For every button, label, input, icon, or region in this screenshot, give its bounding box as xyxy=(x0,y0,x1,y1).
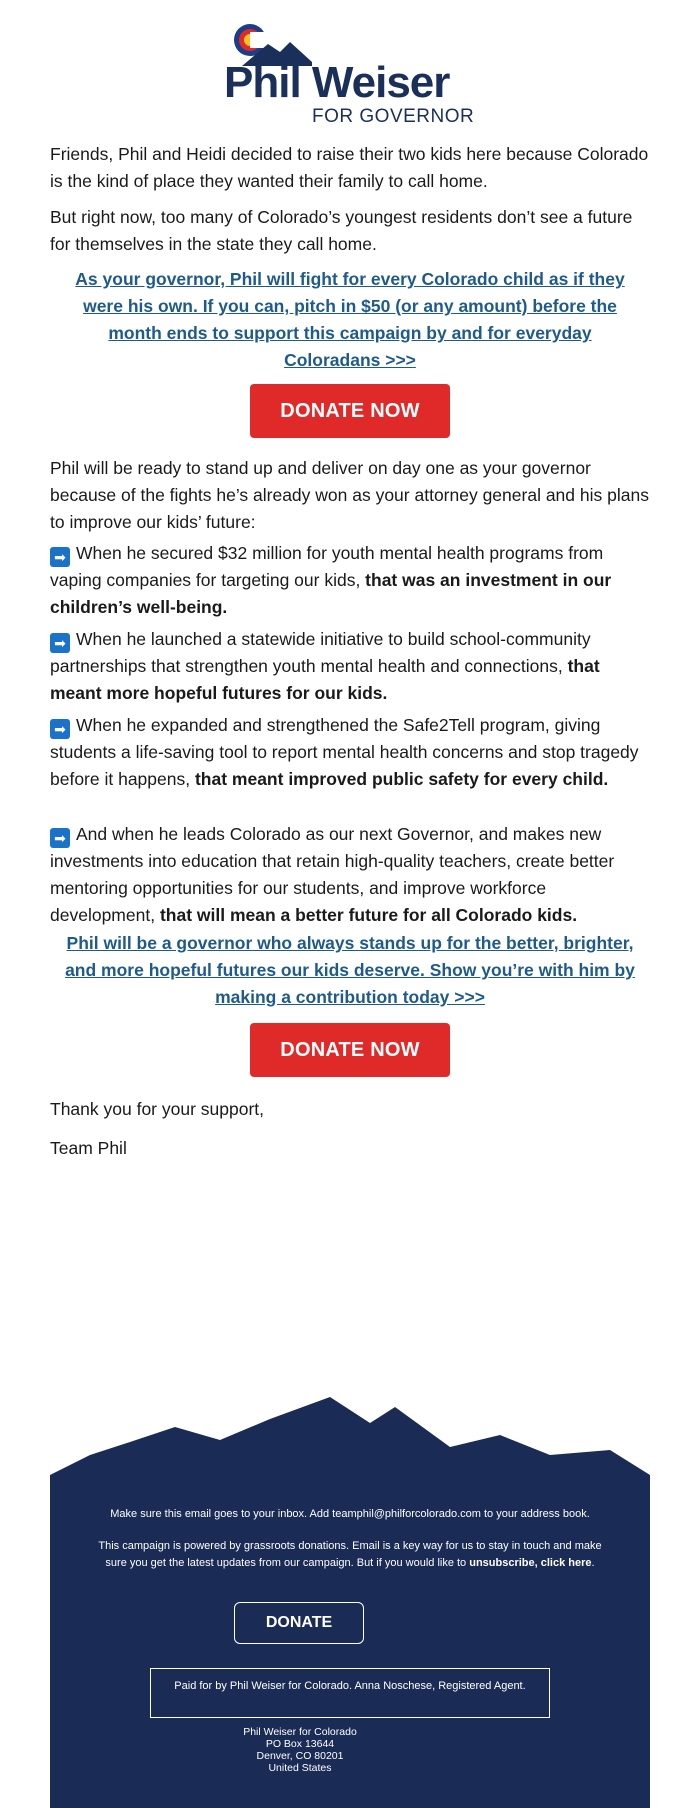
bullet-item-4 xyxy=(50,821,650,929)
closing-thanks xyxy=(50,1096,650,1123)
intro-paragraph-1 xyxy=(50,141,650,195)
intro-text-1: Friends, Phil and Heidi decided to raise their two kids here because Colorado is the kind of place they wanted their family to call home. xyxy=(50,144,649,191)
thanks-text: Thank you for your support, xyxy=(50,1099,264,1119)
fights-intro xyxy=(50,455,650,536)
bullet-emphasis: that was an investment in our children’s well-being. xyxy=(50,570,612,617)
arrow-right-icon: ➡ xyxy=(50,719,70,739)
address-line: Denver, CO 80201 xyxy=(256,1750,344,1762)
arrow-right-icon: ➡ xyxy=(50,547,70,567)
arrow-right-icon: ➡ xyxy=(50,633,70,653)
intro-paragraph-2 xyxy=(50,204,650,258)
paid-for-disclaimer: Paid for by Phil Weiser for Colorado. Anna Noschese, Registered Agent. xyxy=(150,1668,550,1718)
intro-text-2: But right now, too many of Colorado’s youngest residents don’t see a future for themselves in the state they call home. xyxy=(50,207,633,254)
contribution-link[interactable]: Phil will be a governor who always stands up for the better, brighter, and more hopeful futures our kids deserve. Show you’re with him by making a contribution today >>> xyxy=(65,933,635,1007)
grassroots-note xyxy=(90,1538,610,1572)
address-line: United States xyxy=(268,1762,332,1774)
bullet-emphasis: that meant improved public safety for every child. xyxy=(194,769,609,789)
bullet-item-3 xyxy=(50,712,650,793)
cta-link-block-2 xyxy=(52,930,648,1011)
unsubscribe-tail: . xyxy=(591,1557,595,1569)
candidate-name: Phil Weiser xyxy=(224,58,450,107)
bullet-emphasis: that meant more hopeful futures for our kids. xyxy=(50,656,600,703)
closing-signoff xyxy=(50,1135,650,1162)
inbox-note: Make sure this email goes to your inbox. Add teamphil@philforcolorado.com to your address book. xyxy=(110,1508,590,1520)
bullet-text: When he launched a statewide initiative to build school-community partnerships that strengthen youth mental health and connections, xyxy=(50,629,591,676)
campaign-logo xyxy=(220,14,480,127)
cta-link-block-1 xyxy=(62,266,638,374)
grassroots-text: This campaign is powered by grassroots donations. Email is a key way for us to stay in touch and make sure you get the latest updates from our campaign. But if you would like to xyxy=(98,1540,602,1569)
unsubscribe-link[interactable]: unsubscribe, click here xyxy=(469,1557,592,1569)
bullet-text: When he secured $32 million for youth mental health programs from vaping companies for targeting our kids, xyxy=(50,543,604,590)
address-line: Phil Weiser for Colorado xyxy=(243,1726,357,1738)
donate-pitch-link[interactable]: As your governor, Phil will fight for every Colorado child as if they were his own. If you can, pitch in $50 (or any amount) before the month ends to support this campaign by and for everyday Coloradans >>> xyxy=(75,269,625,370)
fights-intro-text: Phil will be ready to stand up and deliver on day one as your governor because of the fights he’s already won as your attorney general and his plans to improve our kids’ future: xyxy=(50,458,649,532)
donate-now-button[interactable]: DONATE NOW xyxy=(250,384,450,438)
bullet-item-2 xyxy=(50,626,650,707)
address-line: PO Box 13644 xyxy=(265,1738,335,1750)
donate-now-button-2[interactable]: DONATE NOW xyxy=(250,1023,450,1077)
mountain-skyline-icon xyxy=(50,1375,650,1495)
footer-donate-button[interactable]: DONATE xyxy=(234,1602,364,1644)
bullet-text: When he expanded and strengthened the Safe2Tell program, giving students a life-saving tool to report mental health concerns and stop tragedy before it happens, xyxy=(50,715,639,789)
mailing-address xyxy=(100,1726,500,1774)
bullet-item-1 xyxy=(50,540,650,621)
signoff-text: Team Phil xyxy=(50,1138,127,1158)
arrow-right-icon: ➡ xyxy=(50,828,70,848)
logo-subtitle: FOR GOVERNOR xyxy=(312,106,475,127)
bullet-text: And when he leads Colorado as our next Governor, and makes new investments into education that retain high-quality teachers, create better mentoring opportunities for our students, and improve workforce development, xyxy=(50,824,615,925)
bullet-emphasis: that will mean a better future for all Colorado kids. xyxy=(159,905,578,925)
